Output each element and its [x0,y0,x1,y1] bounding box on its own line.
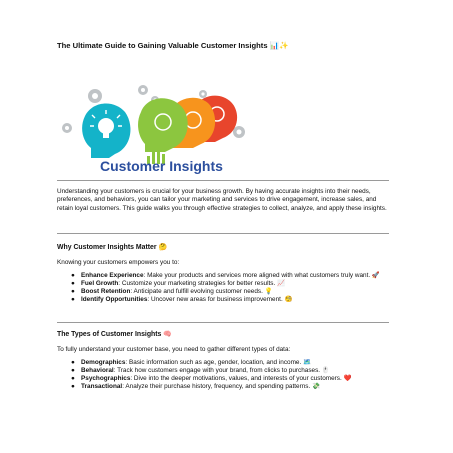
section-lead-types: To fully understand your customer base, you need to gather different types of data: [57,346,291,353]
chart-up-icon: 📈 [277,280,286,288]
heading-text: Why Customer Insights Matter [57,244,157,251]
list-item: ● Behavioral: Track how customers engage with your brand, from clicks to purchases. 🖱️ [71,367,330,375]
list-item: ● Fuel Growth: Customize your marketing strategies for better results. 📈 [71,280,286,288]
list-item: ● Demographics: Basic information such as age, gender, location, and income. 🗺️ [71,359,312,366]
title-text: The Ultimate Guide to Gaining Valuable Customer Insights [57,41,268,50]
divider [57,233,389,234]
divider [57,322,389,323]
money-wings-icon: 💸 [312,383,320,391]
customer-insights-illustration [55,82,255,176]
list-item: ● Transactional: Analyze their purchase history, frequency, and spending patterns. 💸 [71,383,320,391]
section-lead-why: Knowing your customers empowers you to: [57,259,180,266]
heart-icon: ❤️ [343,375,352,383]
lightbulb-emoji: 💡 [264,288,273,296]
list-item: ● Boost Retention: Anticipate and fulfill evolving customer needs. 💡 [71,288,273,296]
heading-text: The Types of Customer Insights [57,331,162,338]
map-icon: 🗺️ [303,359,312,366]
intro-paragraph: Understanding your customers is crucial for your business growth. By having accurate insights into their needs, preferences, and behaviors, you can tailor your marketing and services to drive engagement, increase sales, and retain loyal customers. This guide walks you through effective strategies to collect, analyze, and apply these insights. [57,188,387,212]
document-title [57,41,289,50]
divider [57,180,389,181]
rocket-icon: 🚀 [371,272,380,279]
brain-emoji: 🧠 [163,331,172,338]
monocle-face-icon: 🧐 [284,296,293,304]
section-heading-types [57,330,172,338]
list-item: ● Enhance Experience: Make your products and services more aligned with what customers truly want. 🚀 [71,272,380,279]
mouse-icon: 🖱️ [321,367,330,375]
thinking-emoji: 🤔 [158,244,168,251]
benefits-list [57,272,392,304]
list-item: ● Psychographics: Dive into the deeper motivations, values, and interests of your customers. ❤️ [71,375,352,383]
insight-types-list [57,359,392,391]
title-emoji: 📊✨ [269,41,289,50]
hero-caption: Customer Insights [100,158,223,174]
section-heading-why [57,243,167,251]
list-item: ● Identify Opportunities: Uncover new areas for business improvement. 🧐 [71,296,293,304]
